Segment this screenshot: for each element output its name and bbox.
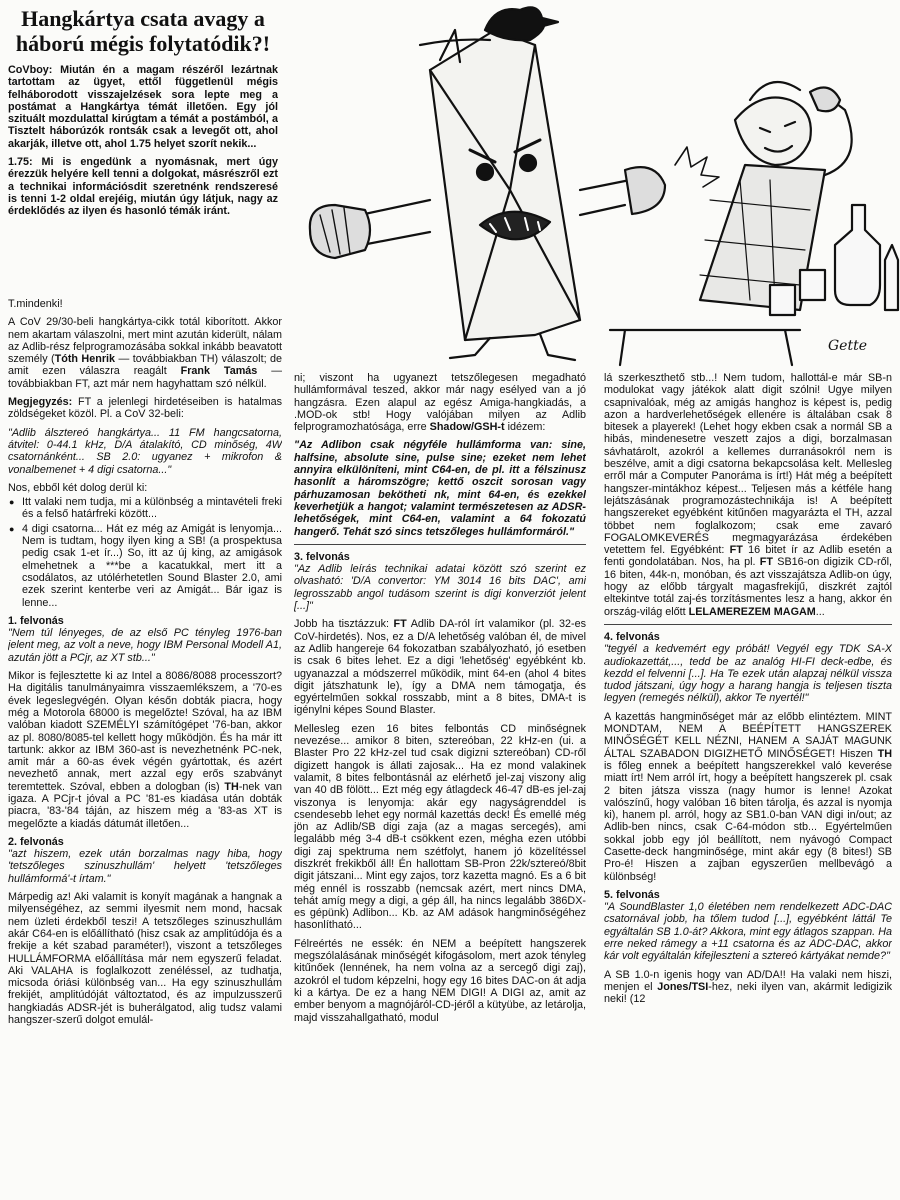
section-heading-5: 5. felvonás: [604, 888, 660, 901]
intro-note-text: Mi is engedünk a nyomásnak, mert úgy érezzük helyére kell tenni a dolgokat, másrészről ezt a technikai információsdit szeretnénk rendszeresé is tenni 1-2 oldal erejéig, miután úgy látjuk, nagy az érdeklődés az ilyen és hasonló témák iránt.: [8, 156, 278, 218]
column-1: [8, 298, 282, 1198]
section-3-text-2: Mellesleg ezen 16 bites felbontás CD minőségnek nevezése... amikor 8 biten, sztereóban, 22 kHz-en (ui. a Blaster Pro 22 kHz-zel tud csak digizni sztereóban) CD-ről digizett hangok is állati zajosak... Ha ez mond valakinek valamit, 8 bites felbontásnál az elérhető jel-zaj viszony alig van 40 dB fölött... Ezt még egy átlagdeck 46-47 dB-es jel-zaj viszonya is lenyomja: akár egy nagyságrenddel is csendesebb lehet egy normál kazettás deck! És emellé még jön az Adlib/SB digi zaja (az a magas sercegés), ami legalább még 3-4 dB-t csökkent ezen, mégha ezen utóbbi digi zaj spektruma nem szétfolyt, hanem jó közelítéssel diszkrét frekikből áll! Én hallottam SB-Pron 22k/sztereó/8bit digit játszani... Mint egy zajos, torz kazetta magnó. Es a 6 bit még ennél is rosszabb (nemcsak azért, mert nincs DMA, tehát amíg megy a digi, a gép áll, ha nincs legalább 386DX-es gépünk) Adlibon... Kb. az AM adások hangminőségéhez hasonlítható...: [294, 722, 586, 932]
section-2-text: Márpedig az! Aki valamit is konyít magának a hangnak a milyenségéhez, az semmi ilyesmit nem mond, hacsak nem üzleti érdekből teszi! A tetszőleges szinuszhullám akár C64-en is előállítható (hisz csak az amplitúdója és a frekije a két szabad paraméter!), viszont a tetszőleges HULLÁMFORMA előállítása már nem egyszerű feladat. Aki VALAHA is foglalkozott zenéléssel, az tudhatja, micsoda óriási különbség van... Ha egy szinuszhullám frekijét, amplitúdóját változtatod, és az impulzusszerű hangkiadás ADSR-jét is buherálgatod, alig tudsz valami hangszer-szerű dolgot emulál-: [8, 891, 282, 1027]
conclusion-intro: Nos, ebből két dolog derül ki:: [8, 481, 148, 494]
remark-text: FT a jelenlegi hirdetéseiben is hatalmas zöldségeket közöl. Pl. a CoV 32-beli:: [8, 396, 282, 421]
person-name: Tóth Henrik: [54, 353, 116, 366]
abbr-ft: FT: [393, 618, 407, 631]
source-name: Shadow/GSH-t: [429, 421, 505, 434]
text-span: lá szerkeszthető stb...! Nem tudom, hallottál-e már SB-n modulokat vagy játékok alatt digit szólni! Ugye milyen csapnivalóak, még az amigás hanghoz is képest is, pedig azon a hardverlehetőségek ellenére is általában csak 8 bitesek a playerek! (Lehet hogy ekben csak a normál SB a hibás, mindenesetre veszett zajos a digi, borzalmasan sávhatárolt, azokról a kellemes durranásokról nem is beszélve, amit a digi csatorna bekapcsolása kelt. Mellesleg erről már a Computer Panoráma is írt!) Hát még a beépített hangszer-mintákhoz képest... Teljesen más a kétféle hang lejátszásának programozástechnikája is! A beépített hangszereket egyébként kitűnően magyarázta el TH, azzal többet nem foglalkozom; csak eme zavaró FOGALOMKEVERÉS megmagyarázása érdekében vetettem fel. Egyébként:: [604, 372, 892, 557]
text-span: -hez, neki ilyen van, akármit ledigizik neki! (12: [604, 980, 892, 1006]
text-span: — továbbiakban FT, azt már nem hagyhattam szó nélkül.: [8, 365, 282, 390]
section-4-quote: "tegyél a kedvemért egy próbát! Vegyél egy TDK SA-X audiokazettát,..., tedd be az analóg HI-FI deck-edbe, és kezdd el felvenni [...]. Ha Te ezek után alapzaj nélkül vissza tudod játszani, úgy hogy a harang hangja is teljesen tiszta legyen (remegés nélkül), akkor Te nyertél!": [604, 643, 892, 705]
section-3-quote: "Az Adlib leírás technikai adatai között szó szerint ez olvasható: 'D/A convertor: YM 3014 16 bits DAC', ami legrosszabb angol tudásom szerint is digi konverziót jelent [...]": [294, 563, 586, 613]
intro-author: CoVboy:: [8, 64, 53, 76]
person-name: Frank Tamás: [180, 365, 258, 378]
column-2: [294, 372, 586, 1198]
person-name: Jones/TSI: [657, 980, 709, 993]
intro-column: [8, 6, 278, 296]
text-span: 16 bitet ír az Adlib esetén a fenti gondolatában. Nos, ha pl.: [604, 544, 892, 569]
list-item: ● 4 digi csatorna... Hát ez még az Amigát is lenyomja... Nem is tudtam, hogy ilyen king a SB! (a prospektusa pedig csak 1-et ír...) So, itt az új king, az amigások elmehetnek a ***be a kacatukkal, mert itt a csodálatos, az utólérhetetlen Sound Blaster 2.0, ami ezek szerint kenterbe veri az Amigát... Bár igaz is lenne...: [22, 523, 282, 609]
divider: [604, 624, 892, 625]
section-5-quote: "A SoundBlaster 1,0 életében nem rendelkezett ADC-DAC csatornával jobb, ha tőlem tudod [...], egyébként láttál Te egyáltalán SB 1.0-át? Akkora, mint egy átlagos szappan. Ha erre neked rámegy a +11 csatorna és az ADC-DAC, akkor kár volt egyáltalán kifejleszteni a sztereó kártyákat nemde?": [604, 901, 892, 963]
artist-signature: Gette: [828, 338, 868, 354]
section-heading-1: 1. felvonás: [8, 614, 64, 627]
section-1-text: [8, 670, 282, 830]
section-3-text-1: [294, 618, 586, 716]
text-span: Jobb ha tisztázzuk:: [294, 618, 394, 631]
section-5-text: [604, 969, 892, 1006]
abbr-ft: FT: [729, 544, 743, 557]
intro-note: [8, 156, 278, 217]
remark-label: Megjegyzés:: [8, 396, 73, 409]
text-span: A SB 1.0-n igenis hogy van AD/DA!! Ha valaki nem hiszi, menjen el: [604, 968, 892, 993]
section-4-text: [604, 711, 892, 883]
col3-paragraph-1: [604, 372, 892, 618]
column-3: [604, 372, 892, 1198]
section-heading-3: 3. felvonás: [294, 550, 350, 563]
cartoon-illustration: [280, 0, 900, 368]
article-title: Hangkártya csata avagy a háború mégis folytatódik?!: [15, 6, 271, 56]
conclusion-list: [8, 496, 282, 609]
abbr-th: TH: [224, 780, 239, 793]
section-heading-4: 4. felvonás: [604, 630, 660, 643]
greeting: T.mindenki!: [8, 298, 63, 310]
intro-lead-text: Miután én a magam részéről lezártnak tartottam az ügyet, ettől függetlenül mégis felháborodott visszajelzések sora lepte meg a postámat a Hangkártya témát illetően. Egy jól szituált mozdulattal kirúgtam a témát a postámból, a Tisztelt háborúzók rontsák csak a levegőt ott, ahol akarják, illetve ott, ahol 1.75 helyet szorít nekik...: [8, 64, 278, 150]
abbr-th: TH: [877, 747, 892, 760]
text-span: Adlib DA-ról írt valamikor (pl. 32-es CoV-hirdetés). Nos, ez a D/A lehetőség valóban él, de mivel az Adlib hangereje 64 fokozatban szabályozható, jó esetben is csak 6 bites lehet. Ez a digi 'lehetőség' egyébként kb. ugyanazzal a módszerrel működik, mint 64-en (ahol 4 bites digit játszhatunk le), így a DMA nem támogatja, és egyértelműen sokkal rosszabb, mint a 8 bites, DMA-t is igénylni képes Sound Blaster.: [294, 618, 586, 717]
list-item: ● Itt valaki nem tudja, mi a különbség a mintavételi freki és a felső határfreki között...: [22, 496, 282, 521]
ad-quote: "Adlib álsztereó hangkártya... 11 FM hangcsatorna, átvitel: 0-44.1 kHz, D/A átalakító, CD minőség, 4W csatornánként... SB 2.0: ugyanez + mikrofon & vonalbemenet + 4 digi csatorna...": [8, 426, 282, 476]
text-span: is főleg ennek a beépített hangszerekkel való keverése miatt írt! Nem arról írt, hogy a beépített hangszerek pl. csak 2 biten játsza vissza (nagy humor is lenne! Azokat valószínű, hogy valóban 16 biten tárolja, és azzal is nyomja ki), hanem pl. arról, hogy az SB1.0-ban VAN digi in/out; az Adlib-ben nincs, csak C-64-módon stb... Egyértelműen sokkal jobb egy jól beállított, nem nyávogó Compact Casette-deck hangminősége, mint akár egy (8 bites!) SB Pro-é! Hiszen a zajban egyszerűen mellbevágó a különbség!: [604, 759, 892, 883]
text-span: Mikor is fejlesztette ki az Intel a 8086/8088 processzort? Ha digitális tanulmányaimra visszaemlékszem, a '70-es évek legeslegvégén. Olyan későn dobták piacra, hogy még a Motorola 68000 is megelőzte! Szóval, ha az IBM valóban kiadott SZEMÉLYI számítógépet '76-ban, akkor az pl. 8080/8085-tel kellett hogy működjön. És ha már itt tartunk: akkor az IBM 360-ast is nevezhetnénk PC-nek, amit már a 60-as évek végén gyártottak, és azért nevezhető annak, mert azzal egy erős szabványt teremtettek. Szóval, ebben a dologban (is): [8, 670, 282, 793]
shadow-quote: "Az Adlibon csak négyféle hullámforma van: sine, halfsine, absolute sine, pulse sine; ezeket nem lehet annyira elkülöníteni, mint C64-en, de pl. itt a félszinusz hasonlít a háromszögre; kettő oszcit sorosan vagy párhuzamosan bekötheti nk, mint 64-en, és ezekkel keverhetjük a hangot; valamint természetesen az ADSR-lehetőségek, mint C64-en, valamint a 64 fokozatú hangerő. Tehát szó sincs tetszőleges hullámformáról.": [294, 439, 586, 538]
col2-paragraph-1: [294, 372, 586, 433]
intro-lead: [8, 64, 278, 150]
text-span: SB16-on digizik CD-ről, 16 biten, 44k-n, monóban, és azt visszajátsza Adlib-on úgy, hogy az előbb tárgyalt magasfrekijű, diszkrét zajtól eltekintve totál zaj-és torzításmentes lesz a hang, akkor én ország-világ előtt: [604, 556, 892, 618]
divider: [294, 544, 586, 545]
col1-remark: [8, 396, 282, 421]
section-3-text-3: Félreértés ne essék: én NEM a beépített hangszerek megszólalásának minőségét kifogásolom, mert azok tényleg kitűnőek (lennének, ha nem volna az a sercegő digi zaj), azokról el tudom képzelni, hogy egy 16 bites DAC-on át adja ki a kártya. De ez a hang NEM DIGI! A DIGI az, amit az ember benyom a magnójáról-CD-jéről a kütyübe, az letárolja, majd visszahallgatható, modul: [294, 937, 586, 1024]
text-span: ...: [815, 605, 825, 618]
section-2-quote: "azt hiszem, ezek után borzalmas nagy hiba, hogy 'tetszőleges szinuszhullám' helyett 'tetszőleges hullámformá'-t írtam.": [8, 848, 282, 885]
text-span: ni; viszont ha ugyanezt tetszőlegesen megadható hullámformával teszed, akkor már nagy esélyed van a jó hangzásra. Ezen alapul az egész Amiga-hangkiadás, a .MOD-ok stb! Hogy valójában milyen az Adlib felprogramozhatósága, erre: [294, 372, 586, 434]
text-span: -nek van igaza. A PCjr-t jóval a PC '81-es kiadása után dobták piacra, '83-'84 táján, az hiszem még a '83-as XT is megelőzte a kiadás dátumát illetően...: [8, 780, 282, 830]
intro-note-label: 1.75:: [8, 156, 33, 169]
section-heading-2: 2. felvonás: [8, 835, 64, 848]
text-span: A kazettás hangminőséget már az előbb elintéztem. MINT MONDTAM, NEM A BEÉPÍTETT HANGSZEREK MINŐSÉGÉT KELL NÉZNI, HANEM A SAJÁT MAGUNK ÁLTAL SZABADON DIGIZHETŐ MINŐSÉGET! Hiszen: [604, 710, 892, 760]
emphasis: LELAMEREZEM MAGAM: [688, 605, 816, 618]
abbr-ft: FT: [759, 556, 773, 569]
col1-paragraph-1: [8, 316, 282, 390]
text-span: idézem:: [504, 421, 546, 434]
text-span: — továbbiakban TH) válaszolt; de amit ezen válaszra reagált: [8, 353, 282, 378]
section-1-quote: "Nem túl lényeges, de az első PC tényleg 1976-ban jelent meg, az volt a neve, hogy IBM Personal Modell A1, azután jött a PCjr, az XT stb...": [8, 627, 282, 664]
text-span: A CoV 29/30-beli hangkártya-cikk totál kiborított. Akkor nem akartam válaszolni, mert mint azután kiderült, nálam az Adlib-rész felprogramozásába sokkal inkább beavatott személy (: [8, 316, 282, 366]
